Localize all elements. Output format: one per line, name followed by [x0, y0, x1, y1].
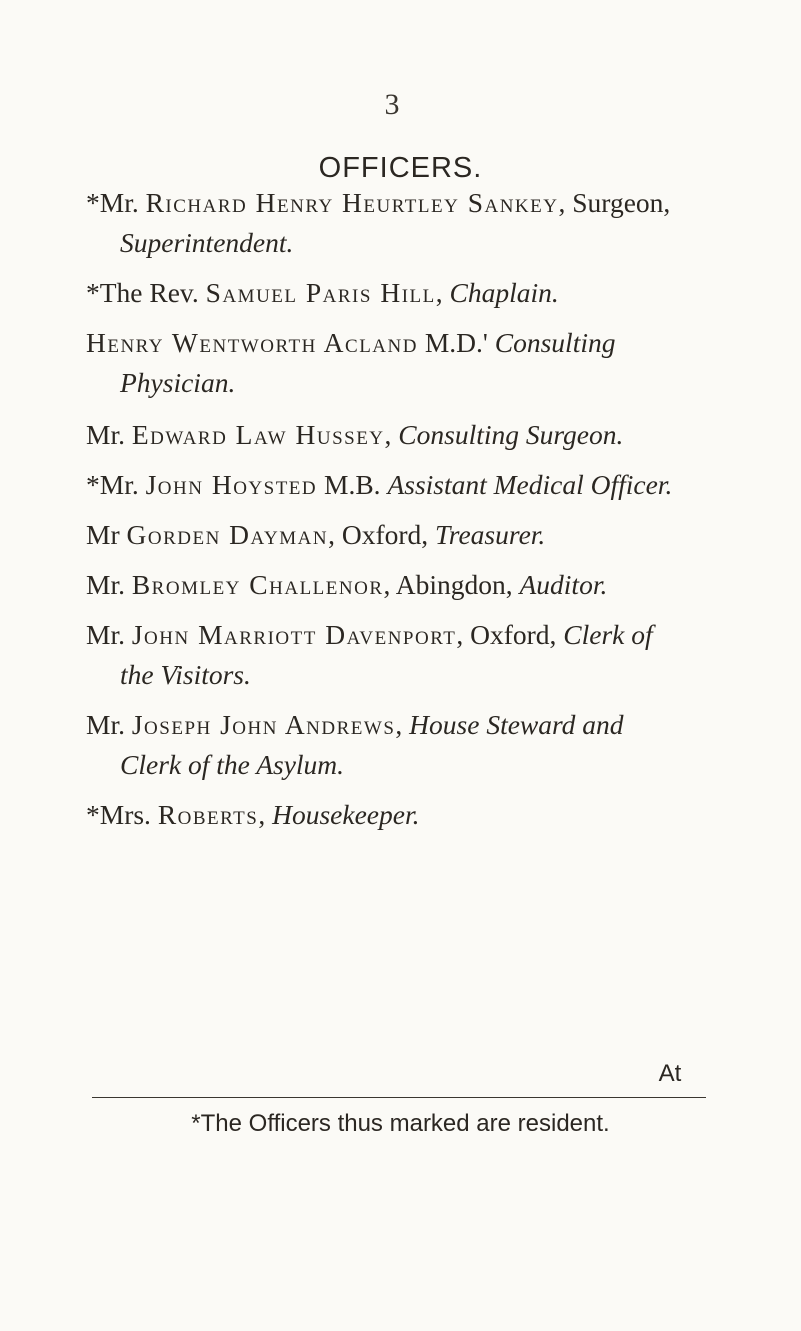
officer-entry	[86, 518, 545, 552]
officer-prefix: Mr.	[86, 419, 132, 450]
officer-name: Roberts	[157, 799, 259, 830]
officer-name: Gorden Dayman	[126, 519, 329, 550]
officer-entry	[86, 276, 559, 310]
officer-prefix: Mr.	[86, 619, 132, 650]
officer-role-continuation: Physician.	[120, 367, 236, 398]
footnote: *The Officers thus marked are resident.	[191, 1110, 610, 1137]
officer-name: Henry Wentworth Acland	[86, 327, 418, 358]
officer-role-continuation: the Visitors.	[120, 659, 251, 690]
officer-prefix: *The Rev.	[86, 277, 206, 308]
officer-prefix: *Mrs.	[86, 799, 158, 830]
officer-role: Chaplain.	[449, 277, 559, 308]
officer-role: Clerk of	[563, 619, 653, 650]
officer-detail: , Oxford,	[456, 619, 564, 650]
officer-role: House Steward and	[409, 709, 624, 740]
officer-detail: ,	[384, 419, 399, 450]
officer-role: Consulting Surgeon.	[398, 419, 624, 450]
officer-prefix: Mr	[86, 519, 127, 550]
officer-role: Auditor.	[519, 569, 608, 600]
officer-name: John Hoysted	[145, 469, 318, 500]
catchword: At	[658, 1060, 682, 1087]
officer-role: Assistant Medical Officer.	[387, 469, 673, 500]
officer-prefix: *Mr.	[86, 469, 146, 500]
officer-entry	[86, 798, 419, 832]
officer-entry	[86, 568, 607, 602]
officer-role: Housekeeper.	[272, 799, 420, 830]
officer-role: Consulting	[494, 327, 616, 358]
officer-name: Edward Law Hussey	[131, 419, 385, 450]
officer-entry	[86, 326, 615, 360]
officer-entry	[86, 186, 670, 220]
page-number: 3	[384, 88, 400, 121]
officer-detail: ,	[435, 277, 450, 308]
officer-name: Samuel Paris Hill	[205, 277, 436, 308]
page-heading: OFFICERS.	[318, 152, 483, 184]
officer-role-continuation: Clerk of the Asylum.	[120, 749, 345, 780]
officer-detail: M.B.	[317, 469, 388, 500]
officer-detail: , Abingdon,	[383, 569, 520, 600]
officer-detail: , Surgeon,	[558, 187, 671, 218]
officer-name: Bromley Challenor	[131, 569, 384, 600]
officer-detail: ,	[395, 709, 410, 740]
officer-prefix: *Mr.	[86, 187, 146, 218]
officer-name: John Marriott Davenport	[131, 619, 457, 650]
footnote-rule	[92, 1097, 706, 1098]
officer-detail: , Oxford,	[328, 519, 436, 550]
officer-entry	[86, 708, 624, 742]
officer-entry	[86, 418, 623, 452]
officer-name: Richard Henry Heurtley Sankey	[145, 187, 559, 218]
officer-role-continuation: Superintendent.	[120, 227, 294, 258]
officer-prefix: Mr.	[86, 709, 132, 740]
officer-detail: M.D.'	[417, 327, 495, 358]
officer-name: Joseph John Andrews	[131, 709, 396, 740]
officer-entry	[86, 618, 653, 652]
officer-detail: ,	[258, 799, 273, 830]
officer-role: Treasurer.	[435, 519, 546, 550]
officer-prefix: Mr.	[86, 569, 132, 600]
officer-entry	[86, 468, 672, 502]
